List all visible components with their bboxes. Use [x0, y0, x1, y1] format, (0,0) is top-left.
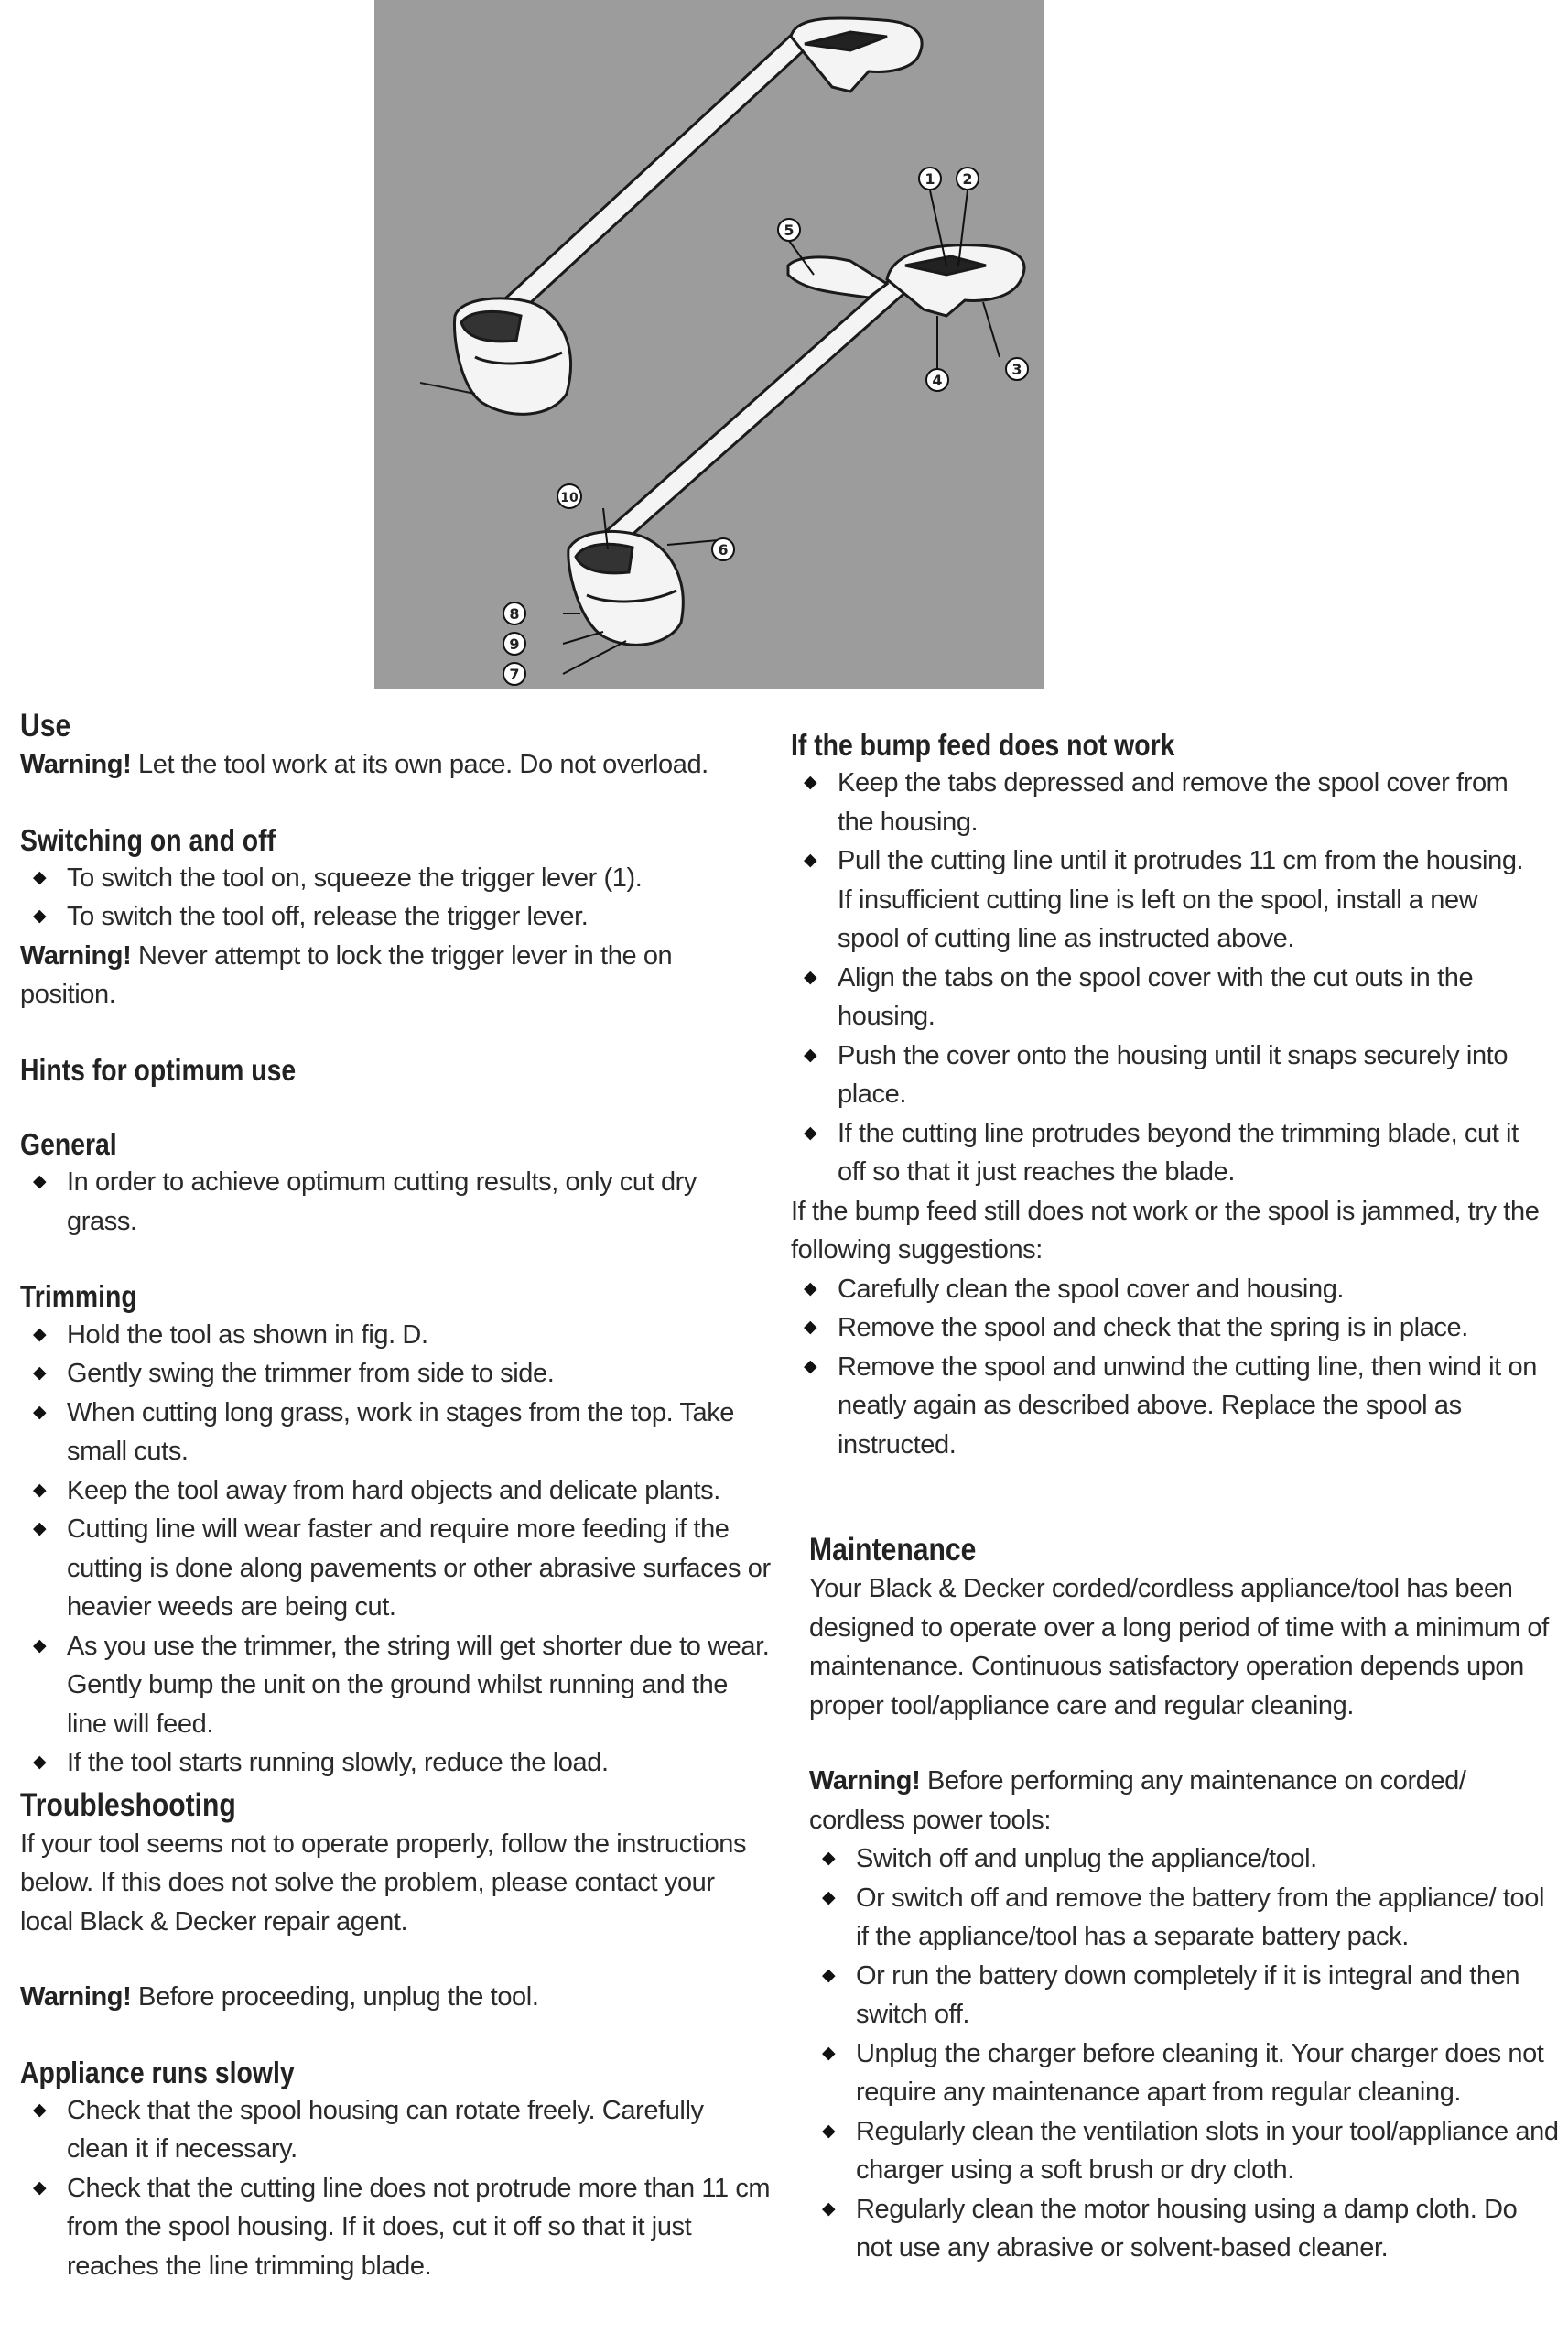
- maintenance-warning: Warning! Before performing any maintenance on corded/ cordless power tools:: [809, 1766, 1466, 1835]
- list-item: ◆ In order to achieve optimum cutting results, only cut dry grass.: [20, 1163, 771, 1241]
- callout-2: [957, 168, 979, 190]
- switching-section: [20, 821, 771, 1015]
- list-item: ◆ Check that the spool housing can rotate freely. Carefully clean it if necessary.: [20, 2091, 771, 2169]
- use-warning: Warning! Let the tool work at its own pace. Do not overload.: [20, 750, 708, 779]
- list-item: ◆ Unplug the charger before cleaning it. Your charger does not require any maintenance apart from regular cleaning.: [809, 2035, 1560, 2112]
- troubleshooting-section: [20, 1786, 771, 2017]
- bump-feed-still-text: If the bump feed still does not work or the spool is jammed, try the following suggestions:: [791, 1196, 1540, 1265]
- callout-8: [503, 602, 525, 624]
- runs-slowly-section: [20, 2054, 771, 2286]
- runs-slowly-heading: Appliance runs slowly: [20, 2055, 295, 2089]
- troubleshooting-intro: If your tool seems not to operate properly, follow the instructions below. If this does not solve the problem, please contact your local Black & Decker repair agent.: [20, 1829, 747, 1937]
- list-item: ◆ Pull the cutting line until it protrudes 11 cm from the housing. If insufficient cutting line is left on the spool, install a new spool of cutting line as instructed above.: [791, 841, 1541, 959]
- maintenance-intro: Your Black & Decker corded/cordless appliance/tool has been designed to operate over a long period of time with a minimum of maintenance. Continuous satisfactory operation depends upon proper tool/appliance care and regular cleaning.: [809, 1574, 1549, 1720]
- list-item: ◆ Gently swing the trimmer from side to side.: [20, 1354, 771, 1394]
- trimming-heading: Trimming: [20, 1279, 137, 1314]
- trimmer-upper: [420, 18, 922, 414]
- callout-10: [557, 484, 581, 508]
- bump-feed-section: [791, 726, 1541, 1464]
- list-item: ◆ Remove the spool and unwind the cutting line, then wind it on neatly again as described above. Replace the spool as instructed.: [791, 1348, 1541, 1465]
- trimmer-drawing: [374, 0, 1044, 689]
- bump-feed-suggestions: [791, 1270, 1541, 1465]
- bump-feed-heading: If the bump feed does not work: [791, 728, 1175, 762]
- callout-3: [1006, 358, 1028, 380]
- callout-7: [503, 663, 525, 685]
- list-item: ◆ Keep the tool away from hard objects and delicate plants.: [20, 1471, 771, 1511]
- hints-heading: Hints for optimum use: [20, 1052, 297, 1087]
- list-item: ◆ When cutting long grass, work in stages from the top. Take small cuts.: [20, 1394, 771, 1471]
- right-column-maintenance: [809, 1531, 1560, 2268]
- bump-feed-list: [791, 764, 1541, 1192]
- list-item: ◆ Keep the tabs depressed and remove the spool cover from the housing.: [791, 764, 1541, 841]
- list-item: ◆ Regularly clean the ventilation slots in your tool/appliance and charger using a soft brush or dry cloth.: [809, 2112, 1560, 2190]
- warning-label: Warning!: [20, 750, 132, 779]
- svg-text:8: 8: [509, 605, 520, 623]
- svg-text:5: 5: [784, 222, 795, 239]
- list-item: ◆ If the tool starts running slowly, reduce the load.: [20, 1743, 771, 1783]
- general-heading: General: [20, 1127, 117, 1161]
- right-column-bump-feed: [791, 726, 1541, 1464]
- use-heading: Use: [20, 708, 71, 743]
- list-item: ◆ Remove the spool and check that the spring is in place.: [791, 1308, 1541, 1348]
- svg-text:3: 3: [1011, 361, 1022, 378]
- switching-warning: Warning! Never attempt to lock the trigger lever in the on position.: [20, 940, 673, 1010]
- use-section: [20, 707, 771, 785]
- svg-text:7: 7: [509, 666, 520, 683]
- maintenance-heading: Maintenance: [809, 1532, 977, 1568]
- callout-4: [926, 369, 948, 391]
- list-item: ◆ As you use the trimmer, the string will get shorter due to wear. Gently bump the unit on the ground whilst running and the line will feed.: [20, 1627, 771, 1744]
- list-item: ◆ Check that the cutting line does not protrude more than 11 cm from the spool housing. If it does, cut it off so that it just reaches the line trimming blade.: [20, 2169, 771, 2286]
- warning-label: Warning!: [20, 940, 132, 971]
- troubleshooting-warning: Warning! Before proceeding, unplug the tool.: [20, 1982, 539, 2012]
- troubleshooting-heading: Troubleshooting: [20, 1786, 236, 1823]
- list-item: ◆ Switch off and unplug the appliance/tool.: [809, 1839, 1560, 1879]
- switching-heading: Switching on and off: [20, 822, 276, 857]
- warning-label: Warning!: [20, 1982, 132, 2012]
- svg-text:4: 4: [932, 372, 943, 389]
- svg-text:1: 1: [925, 170, 935, 188]
- callout-5: [778, 219, 800, 241]
- svg-text:6: 6: [718, 541, 729, 559]
- svg-text:10: 10: [560, 491, 579, 505]
- runs-slowly-list: [20, 2091, 771, 2286]
- list-item: ◆ Push the cover onto the housing until it snaps securely into place.: [791, 1036, 1541, 1114]
- maintenance-section: [809, 1531, 1560, 2268]
- switching-list: [20, 859, 771, 937]
- general-section: [20, 1125, 771, 1241]
- list-item: ◆ To switch the tool on, squeeze the trigger lever (1).: [20, 859, 771, 898]
- trimmer-lower: [568, 245, 1024, 646]
- callout-6: [712, 538, 734, 560]
- list-item: ◆ Hold the tool as shown in fig. D.: [20, 1316, 771, 1355]
- list-item: ◆ If the cutting line protrudes beyond the trimming blade, cut it off so that it just reaches the blade.: [791, 1114, 1541, 1192]
- left-column: [20, 707, 771, 2285]
- svg-text:9: 9: [509, 635, 520, 653]
- list-item: ◆ Cutting line will wear faster and require more feeding if the cutting is done along pavements or other abrasive surfaces or heavier weeds are being cut.: [20, 1510, 771, 1627]
- warning-label: Warning!: [809, 1766, 921, 1796]
- list-item: ◆ Or run the battery down completely if it is integral and then switch off.: [809, 1957, 1560, 2035]
- callout-9: [503, 633, 525, 655]
- general-list: [20, 1163, 771, 1241]
- trimming-list: [20, 1316, 771, 1783]
- list-item: ◆ To switch the tool off, release the trigger lever.: [20, 897, 771, 937]
- list-item: ◆ Carefully clean the spool cover and housing.: [791, 1270, 1541, 1309]
- trimmer-illustration: [374, 0, 1044, 689]
- maintenance-list: [809, 1839, 1560, 2268]
- list-item: ◆ Or switch off and remove the battery from the appliance/ tool if the appliance/tool has a separate battery pack.: [809, 1879, 1560, 1957]
- trimming-section: [20, 1277, 771, 1782]
- callout-1: [919, 168, 941, 190]
- list-item: ◆ Regularly clean the motor housing using a damp cloth. Do not use any abrasive or solvent-based cleaner.: [809, 2190, 1560, 2268]
- svg-text:2: 2: [962, 170, 973, 188]
- list-item: ◆ Align the tabs on the spool cover with the cut outs in the housing.: [791, 959, 1541, 1036]
